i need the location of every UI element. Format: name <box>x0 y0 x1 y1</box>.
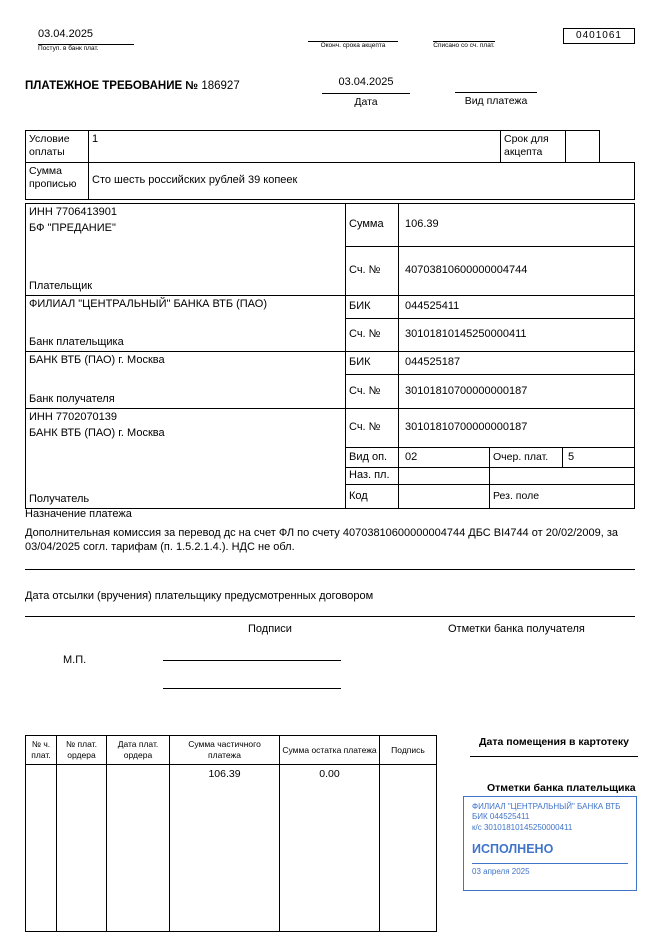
op-type-value-cell: 02 <box>405 450 418 463</box>
payment-type-value <box>455 76 537 93</box>
payment-condition-label-cell: Условие оплаты <box>25 130 88 162</box>
priority-label-cell: Очер. плат. <box>489 448 562 467</box>
code-label-cell: Код <box>346 485 399 508</box>
col-header-remainder-amount: Сумма остатка платежа <box>279 736 379 765</box>
payment-type-caption: Вид платежа <box>464 95 528 107</box>
payer-section <box>26 204 634 295</box>
payer-name: БФ "ПРЕДАНИЕ" <box>29 221 116 234</box>
payee-section-label: Получатель <box>29 493 90 506</box>
debit-date-caption: Списано со сч. плат. <box>433 42 495 49</box>
signature-line-2 <box>163 688 341 689</box>
purpose-section <box>25 506 635 570</box>
payee-account-value-cell: 30101810700000000187 <box>405 421 528 434</box>
amount-value-cell: 106.39 <box>405 218 439 231</box>
payer-inn: ИНН 7706413901 <box>29 206 118 218</box>
debit-date-value <box>433 28 495 42</box>
payment-condition-value-cell: 1 <box>88 130 500 162</box>
purpose-code-value-cell <box>399 468 489 484</box>
received-date-value: 03.04.2025 <box>38 28 134 45</box>
col-header-order-date: Дата плат. ордера <box>106 736 169 765</box>
payer-bank-section-label: Банк плательщика <box>29 336 124 349</box>
op-type-label-cell: Вид оп. <box>346 448 399 467</box>
stamp-place-label: М.П. <box>63 654 87 666</box>
cell-signature <box>379 765 436 785</box>
card-file-date-field: Дата помещения в картотеку <box>470 736 638 757</box>
payee-bank-name: БАНК ВТБ (ПАО) г. Москва <box>29 354 165 366</box>
signatures-divider <box>25 616 635 617</box>
payee-inn: ИНН 7702070139 <box>29 411 118 423</box>
payee-bank-bik-label-cell: БИК <box>346 352 399 374</box>
purpose-label: Назначение платежа <box>25 508 132 520</box>
payee-bank-account-label-cell: Сч. № <box>346 375 399 408</box>
terms-table <box>25 130 635 200</box>
payer-bank-name: ФИЛИАЛ "ЦЕНТРАЛЬНЫЙ" БАНКА ВТБ (ПАО) <box>29 298 267 310</box>
payer-bank-marks-label: Отметки банка плательщика <box>487 782 636 794</box>
payer-section-label: Плательщик <box>29 280 93 293</box>
acceptance-deadline-value <box>308 28 398 42</box>
cell-partial-no <box>26 765 56 785</box>
payer-account-value-cell: 40703810600000004744 <box>405 264 528 277</box>
acceptance-deadline-field <box>308 28 398 49</box>
stamp-bik: БИК 044525411 <box>472 812 530 822</box>
doc-title: ПЛАТЕЖНОЕ ТРЕБОВАНИЕ № <box>25 80 199 92</box>
cell-remainder-amount: 0.00 <box>279 765 379 785</box>
doc-date-value: 03.04.2025 <box>322 76 410 94</box>
stamp-divider <box>472 863 628 864</box>
acceptance-deadline-caption: Оконч. срока акцепта <box>320 42 386 49</box>
cell-order-date <box>106 765 169 785</box>
payee-bank-account-value-cell: 30101810700000000187 <box>405 384 528 397</box>
col-header-signature: Подпись <box>379 736 436 765</box>
purpose-text: Дополнительная комиссия за перевод дс на счет ФЛ по счету 40703810600000004744 ДБС BI4744 от 20/02/2009, за 03/04/2025 согл. тарифам (п. 1.5.2.1.4.). НДС не обл. <box>25 526 619 553</box>
amount-words-value-cell: Сто шесть российских рублей 39 копеек <box>88 162 635 200</box>
payee-bank-marks-label: Отметки банка получателя <box>448 623 585 635</box>
payer-account-label-cell: Сч. № <box>346 247 399 295</box>
acceptance-term-value-cell <box>565 130 600 162</box>
stamp-corr-account: к/с 30101810145250000411 <box>472 822 573 832</box>
stamp-bank-name: ФИЛИАЛ "ЦЕНТРАЛЬНЫЙ" БАНКА ВТБ <box>472 802 621 811</box>
acceptance-term-label-cell: Срок для акцепта <box>500 130 565 162</box>
col-header-partial-no: № ч. плат. <box>26 736 56 765</box>
code-value-cell <box>399 485 489 508</box>
received-date-caption: Поступ. в банк плат. <box>38 44 99 52</box>
payee-section <box>26 408 634 508</box>
received-date-field <box>38 28 134 52</box>
payee-bank-section <box>26 351 634 408</box>
payee-bank-section-label: Банк получателя <box>29 393 115 406</box>
payer-bank-bik-value-cell: 044525411 <box>405 300 460 313</box>
purpose-code-label-cell: Наз. пл. <box>346 468 399 484</box>
signatures-label: Подписи <box>248 623 292 635</box>
amount-words-label-cell: Сумма прописью <box>25 162 88 200</box>
partial-payments-table <box>25 735 437 932</box>
payer-bank-account-label-cell: Сч. № <box>346 319 399 351</box>
payment-type-field <box>455 76 537 108</box>
bank-execution-stamp <box>463 796 637 891</box>
col-header-order-no: № плат. ордера <box>56 736 106 765</box>
main-table <box>25 203 635 509</box>
purpose-code-extra-cell <box>489 468 634 484</box>
cell-order-no <box>56 765 106 785</box>
delivery-note: Дата отсылки (вручения) плательщику предусмотренных договором <box>25 590 374 602</box>
payer-bank-section <box>26 295 634 351</box>
debit-date-field <box>433 28 495 49</box>
amount-label-cell: Сумма <box>346 204 399 246</box>
priority-value-cell: 5 <box>562 448 634 467</box>
form-number-box: 0401061 <box>563 28 635 44</box>
doc-date-field <box>322 76 410 109</box>
payer-bank-account-value-cell: 30101810145250000411 <box>405 328 527 341</box>
payee-name: БАНК ВТБ (ПАО) г. Москва <box>29 426 165 439</box>
cell-partial-amount: 106.39 <box>169 765 279 785</box>
payer-bank-bik-label-cell: БИК <box>346 296 399 318</box>
stamp-date: 03 апреля 2025 <box>472 866 530 876</box>
doc-number: 186927 <box>201 80 240 92</box>
doc-date-caption: Дата <box>354 95 378 108</box>
doc-title-row <box>25 79 240 93</box>
col-header-partial-amount: Сумма частичного платежа <box>169 736 279 765</box>
reserve-field-cell: Рез. поле <box>489 485 634 508</box>
payee-bank-bik-value-cell: 044525187 <box>405 356 461 369</box>
signature-line-1 <box>163 660 341 661</box>
stamp-status: ИСПОЛНЕНО <box>472 842 554 857</box>
payee-account-label-cell: Сч. № <box>346 409 399 447</box>
